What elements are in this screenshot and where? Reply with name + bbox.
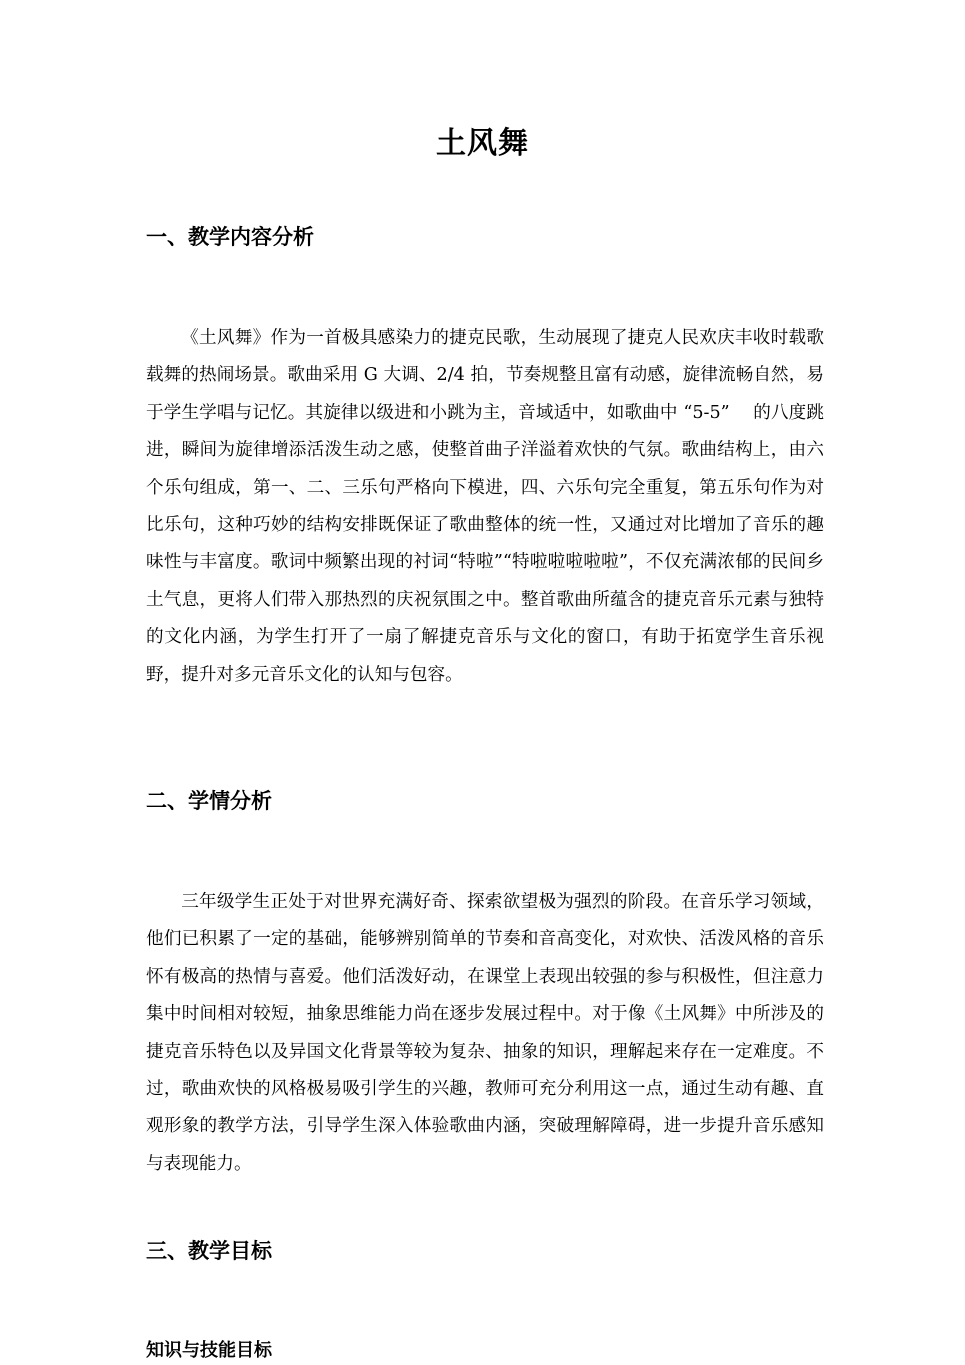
section-paragraph-student-analysis: 三年级学生正处于对世界充满好奇、探索欲望极为强烈的阶段。在音乐学习领域，他们已积累了一定的基础，能够辨别简单的节奏和音高变化，对欢快、活泼风格的音乐怀有极高的热情与喜爱。他们活泼好动，在课堂上表现出较强的参与积极性，但注意力集中时间相对较短，抽象思维能力尚在逐步发展过程中。对于像《土风舞》中所涉及的捷克音乐特色以及异国文化背景等较为复杂、抽象的知识，理解起来存在一定难度。不过，歌曲欢快的风格极易吸引学生的兴趣，教师可充分利用这一点，通过生动有趣、直观形象的教学方法，引导学生深入体验歌曲内涵，突破理解障碍，进一步提升音乐感知与表现能力。 bbox=[146, 892, 824, 1174]
document-title: 土风舞 bbox=[436, 126, 529, 161]
section-paragraph-content-analysis: 《土风舞》作为一首极具感染力的捷克民歌，生动展现了捷克人民欢庆丰收时载歌载舞的热闹场景。歌曲采用 G 大调、2/4 拍，节奏规整且富有动感，旋律流畅自然，易于学生学唱与记忆。其旋律以级进和小跳为主，音域适中，如歌曲中 “5-5” 的八度跳进，瞬间为旋律增添活泼生动之感，使整首曲子洋溢着欢快的气氛。歌曲结构上，由六个乐句组成，第一、二、三乐句严格向下模进，四、六乐句完全重复，第五乐句作为对比乐句，这种巧妙的结构安排既保证了歌曲整体的统一性，又通过对比增加了音乐的趣味性与丰富度。歌词中频繁出现的衬词“特啦”“特啦啦啦啦啦”，不仅充满浓郁的民间乡土气息，更将人们带入那热烈的庆祝氛围之中。整首歌曲所蕴含的捷克音乐元素与独特的文化内涵，为学生打开了一扇了解捷克音乐与文化的窗口，有助于拓宽学生音乐视野，提升对多元音乐文化的认知与包容。 bbox=[146, 328, 824, 685]
section-heading-student-analysis: 二、学情分析 bbox=[146, 788, 272, 813]
section-heading-teaching-goals: 三、教学目标 bbox=[146, 1238, 272, 1263]
section-heading-content-analysis: 一、教学内容分析 bbox=[146, 224, 314, 249]
subheading-knowledge-skill-goals: 知识与技能目标 bbox=[146, 1340, 272, 1361]
